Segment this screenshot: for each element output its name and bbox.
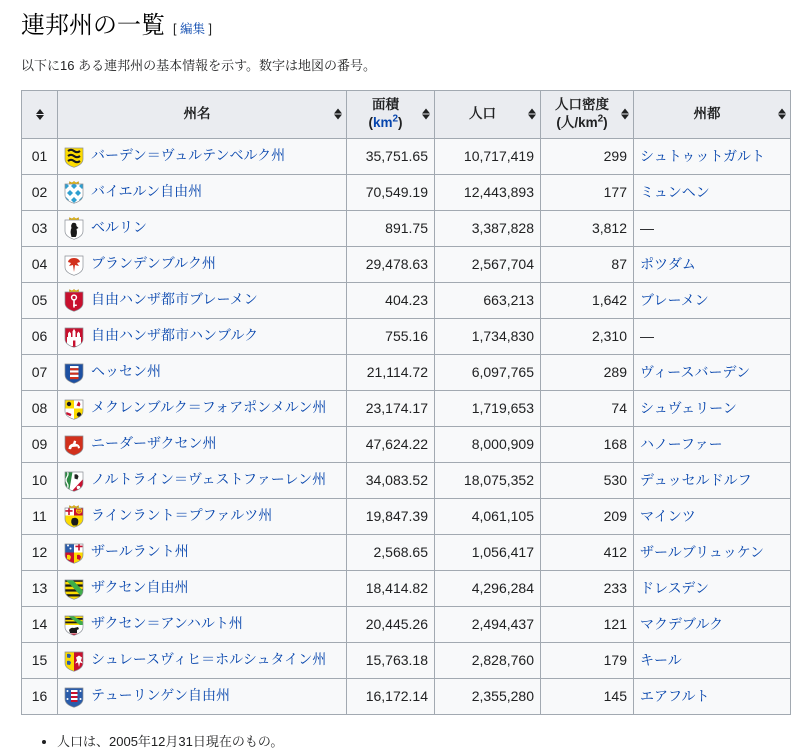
row-number-cell: 13	[22, 570, 58, 606]
area-cell: 18,414.82	[347, 570, 435, 606]
area-unit: (km$^2$)	[368, 113, 403, 131]
density-cell: 2,310	[541, 318, 634, 354]
sort-icon[interactable]	[36, 109, 44, 120]
population-cell: 1,734,830	[435, 318, 541, 354]
density-cell: 145	[541, 678, 634, 714]
area-cell: 47,624.22	[347, 426, 435, 462]
population-cell: 2,567,704	[435, 246, 541, 282]
state-link[interactable]: ザクセン自由州	[91, 578, 189, 595]
coat-of-arms-saarland-icon	[64, 541, 84, 564]
capital-link[interactable]: マインツ	[640, 508, 696, 525]
coat-of-arms-niedersachsen-icon	[64, 433, 84, 456]
state-name-cell	[58, 534, 347, 570]
state-name-cell	[58, 678, 347, 714]
state-link[interactable]: ニーダーザクセン州	[91, 434, 217, 451]
capital-link[interactable]: ハノーファー	[640, 436, 723, 453]
state-name-cell	[58, 390, 347, 426]
capital-link[interactable]: マクデブルク	[640, 616, 724, 633]
km2-link[interactable]: km$^2$	[372, 113, 399, 131]
table-row	[22, 318, 791, 354]
state-link[interactable]: 自由ハンザ都市ハンブルク	[91, 326, 259, 343]
population-cell: 2,355,280	[435, 678, 541, 714]
density-cell: 121	[541, 606, 634, 642]
coat-of-arms-baden-wurttemberg-icon	[64, 145, 84, 168]
population-cell: 1,719,653	[435, 390, 541, 426]
capital-cell	[634, 678, 791, 714]
header-label: 州名	[183, 106, 211, 122]
capital-link[interactable]: ドレスデン	[640, 580, 710, 597]
capital-link[interactable]: シュヴェリーン	[640, 400, 737, 417]
sort-up-icon	[528, 109, 536, 114]
state-link[interactable]: ザールラント州	[91, 542, 189, 559]
capital-cell	[634, 606, 791, 642]
state-link[interactable]: バイエルン自由州	[91, 182, 203, 199]
sort-up-icon	[621, 109, 629, 114]
population-cell: 3,387,828	[435, 210, 541, 246]
area-cell: 23,174.17	[347, 390, 435, 426]
edit-section	[173, 22, 212, 36]
table-row	[22, 570, 791, 606]
state-link[interactable]: バーデン＝ヴュルテンベルク州	[91, 146, 286, 163]
header-label: 州都	[693, 106, 721, 122]
density-cell: 168	[541, 426, 634, 462]
capital-cell	[634, 570, 791, 606]
table-row	[22, 462, 791, 498]
density-cell: 289	[541, 354, 634, 390]
row-number-cell: 11	[22, 498, 58, 534]
area-cell: 19,847.39	[347, 498, 435, 534]
area-cell: 2,568.65	[347, 534, 435, 570]
coat-of-arms-nordrhein-westfalen-icon	[64, 469, 84, 492]
column-header-population[interactable]	[435, 91, 541, 138]
coat-of-arms-hessen-icon	[64, 361, 84, 384]
capital-cell	[634, 246, 791, 282]
state-link[interactable]: ラインラント＝プファルツ州	[91, 506, 273, 523]
population-note: • 人口は、2005年12月31日現在のもの。	[57, 731, 790, 750]
state-name-cell	[58, 606, 347, 642]
density-cell: 1,642	[541, 282, 634, 318]
area-cell: 34,083.52	[347, 462, 435, 498]
state-name-cell	[58, 318, 347, 354]
state-link[interactable]: テューリンゲン自由州	[91, 686, 231, 703]
table-row	[22, 138, 791, 174]
state-name-cell	[58, 210, 347, 246]
capital-link[interactable]: ヴィースバーデン	[640, 364, 751, 381]
capital-cell	[634, 138, 791, 174]
population-cell: 4,296,284	[435, 570, 541, 606]
coat-of-arms-bremen-icon	[64, 289, 84, 312]
population-cell: 2,828,760	[435, 642, 541, 678]
capital-cell	[634, 534, 791, 570]
capital-cell	[634, 462, 791, 498]
column-header-state-name[interactable]	[58, 91, 347, 138]
capital-link[interactable]: シュトゥットガルト	[640, 148, 765, 165]
row-number-cell: 01	[22, 138, 58, 174]
area-cell: 15,763.18	[347, 642, 435, 678]
area-cell: 20,445.26	[347, 606, 435, 642]
state-name-cell	[58, 426, 347, 462]
header-label: 面積	[372, 97, 399, 113]
header-row	[22, 91, 791, 138]
population-cell: 6,097,765	[435, 354, 541, 390]
coat-of-arms-brandenburg-icon	[64, 253, 84, 276]
density-cell: 412	[541, 534, 634, 570]
state-link[interactable]: シュレースヴィヒ＝ホルシュタイン州	[91, 650, 327, 667]
capital-link[interactable]: キール	[640, 652, 682, 669]
population-cell: 2,494,437	[435, 606, 541, 642]
row-number-cell: 05	[22, 282, 58, 318]
state-link[interactable]: ザクセン＝アンハルト州	[91, 614, 243, 631]
row-number-cell: 02	[22, 174, 58, 210]
column-header-capital[interactable]	[634, 91, 791, 138]
density-cell: 209	[541, 498, 634, 534]
state-link[interactable]: ノルトライン＝ヴェストファーレン州	[91, 470, 327, 487]
density-cell: 179	[541, 642, 634, 678]
sort-down-icon	[621, 115, 629, 120]
density-cell: 299	[541, 138, 634, 174]
coat-of-arms-berlin-icon	[64, 217, 84, 240]
capital-cell	[634, 354, 791, 390]
row-number-cell: 09	[22, 426, 58, 462]
section-title-text: 連邦州の一覧	[21, 12, 165, 39]
area-cell: 891.75	[347, 210, 435, 246]
state-link[interactable]: ヘッセン州	[91, 362, 161, 379]
density-cell: 177	[541, 174, 634, 210]
coat-of-arms-schleswig-holstein-icon	[64, 649, 84, 672]
sort-down-icon	[422, 115, 430, 120]
area-cell: 29,478.63	[347, 246, 435, 282]
table-row	[22, 606, 791, 642]
table-row	[22, 174, 791, 210]
table-row	[22, 282, 791, 318]
table-row	[22, 246, 791, 282]
table-row	[22, 354, 791, 390]
row-number-cell: 07	[22, 354, 58, 390]
capital-cell	[634, 282, 791, 318]
area-cell: 16,172.14	[347, 678, 435, 714]
capital-link[interactable]: ブレーメン	[640, 292, 709, 309]
intro-text: 以下に16 ある連邦州の基本情報を示す。数字は地図の番号。	[21, 58, 377, 74]
density-cell: 74	[541, 390, 634, 426]
population-cell: 8,000,909	[435, 426, 541, 462]
capital-link[interactable]: ミュンヘン	[640, 184, 710, 201]
state-name-cell	[58, 462, 347, 498]
capital-cell	[634, 210, 791, 246]
column-header-density[interactable]	[541, 91, 634, 138]
capital-link[interactable]: ザールブリュッケン	[640, 544, 765, 561]
population-cell: 1,056,417	[435, 534, 541, 570]
edit-link[interactable]: 編集	[179, 22, 205, 36]
density-unit: (人$/km^2$)	[556, 113, 608, 131]
sort-up-icon	[422, 109, 430, 114]
density-cell: 530	[541, 462, 634, 498]
state-link[interactable]: ベルリン	[91, 218, 147, 235]
capital-link[interactable]: デュッセルドルフ	[640, 472, 752, 489]
capital-cell	[634, 174, 791, 210]
sort-down-icon	[36, 115, 44, 120]
table-row	[22, 678, 791, 714]
no-capital-dash: —	[640, 220, 654, 237]
notes-list	[39, 731, 790, 750]
area-cell: 70,549.19	[347, 174, 435, 210]
area-cell: 404.23	[347, 282, 435, 318]
density-cell: 3,812	[541, 210, 634, 246]
state-name-cell	[58, 498, 347, 534]
sort-icon[interactable]	[778, 109, 786, 120]
sort-down-icon	[528, 115, 536, 120]
capital-cell	[634, 390, 791, 426]
sort-icon[interactable]	[528, 109, 536, 120]
capital-cell	[634, 498, 791, 534]
coat-of-arms-sachsen-anhalt-icon	[64, 613, 84, 636]
population-cell: 18,075,352	[435, 462, 541, 498]
row-number-cell: 16	[22, 678, 58, 714]
coat-of-arms-sachsen-icon	[64, 577, 84, 600]
state-name-cell	[58, 174, 347, 210]
density-cell: 87	[541, 246, 634, 282]
state-name-cell	[58, 354, 347, 390]
row-number-cell: 14	[22, 606, 58, 642]
table-row	[22, 642, 791, 678]
table-row	[22, 498, 791, 534]
sort-icon[interactable]	[334, 109, 342, 120]
capital-cell	[634, 318, 791, 354]
column-header-area[interactable]	[347, 91, 435, 138]
no-capital-dash: —	[640, 328, 654, 345]
row-number-cell: 10	[22, 462, 58, 498]
states-table	[21, 90, 791, 714]
capital-cell	[634, 642, 791, 678]
population-cell: 10,717,419	[435, 138, 541, 174]
table-row	[22, 210, 791, 246]
coat-of-arms-mecklenburg-vorpommern-icon	[64, 397, 84, 420]
edit-bracket-open: [	[173, 22, 177, 36]
sort-icon[interactable]	[621, 109, 629, 120]
sort-down-icon	[334, 115, 342, 120]
population-cell: 663,213	[435, 282, 541, 318]
sort-up-icon	[778, 109, 786, 114]
population-cell: 4,061,105	[435, 498, 541, 534]
density-cell: 233	[541, 570, 634, 606]
area-cell: 35,751.65	[347, 138, 435, 174]
capital-link[interactable]: ポツダム	[640, 256, 696, 273]
header-label: 人口	[469, 106, 496, 122]
row-number-cell: 08	[22, 390, 58, 426]
capital-link[interactable]: エアフルト	[640, 688, 710, 705]
state-name-cell	[58, 246, 347, 282]
row-number-cell: 03	[22, 210, 58, 246]
state-name-cell	[58, 138, 347, 174]
coat-of-arms-hamburg-icon	[64, 325, 84, 348]
sort-icon[interactable]	[422, 109, 430, 120]
row-number-cell: 12	[22, 534, 58, 570]
table-row	[22, 534, 791, 570]
coat-of-arms-rheinland-pfalz-icon	[64, 505, 84, 528]
row-number-cell: 06	[22, 318, 58, 354]
state-name-cell	[58, 570, 347, 606]
coat-of-arms-bayern-icon	[64, 181, 84, 204]
row-number-cell: 04	[22, 246, 58, 282]
state-link[interactable]: メクレンブルク＝フォアポンメルン州	[91, 398, 327, 415]
row-number-cell: 15	[22, 642, 58, 678]
edit-bracket-close: ]	[208, 22, 212, 36]
state-link[interactable]: 自由ハンザ都市ブレーメン	[91, 290, 258, 307]
header-label: 人口密度	[555, 97, 609, 113]
sort-down-icon	[778, 115, 786, 120]
state-name-cell	[58, 282, 347, 318]
population-cell: 12,443,893	[435, 174, 541, 210]
coat-of-arms-thuringen-icon	[64, 685, 84, 708]
table-row	[22, 426, 791, 462]
state-name-cell	[58, 642, 347, 678]
area-cell: 755.16	[347, 318, 435, 354]
capital-cell	[634, 426, 791, 462]
state-link[interactable]: ブランデンブルク州	[91, 254, 216, 271]
table-row	[22, 390, 791, 426]
sort-up-icon	[36, 109, 44, 114]
page-title	[21, 10, 790, 41]
sort-up-icon	[334, 109, 342, 114]
column-header-index[interactable]	[22, 91, 58, 138]
area-cell: 21,114.72	[347, 354, 435, 390]
